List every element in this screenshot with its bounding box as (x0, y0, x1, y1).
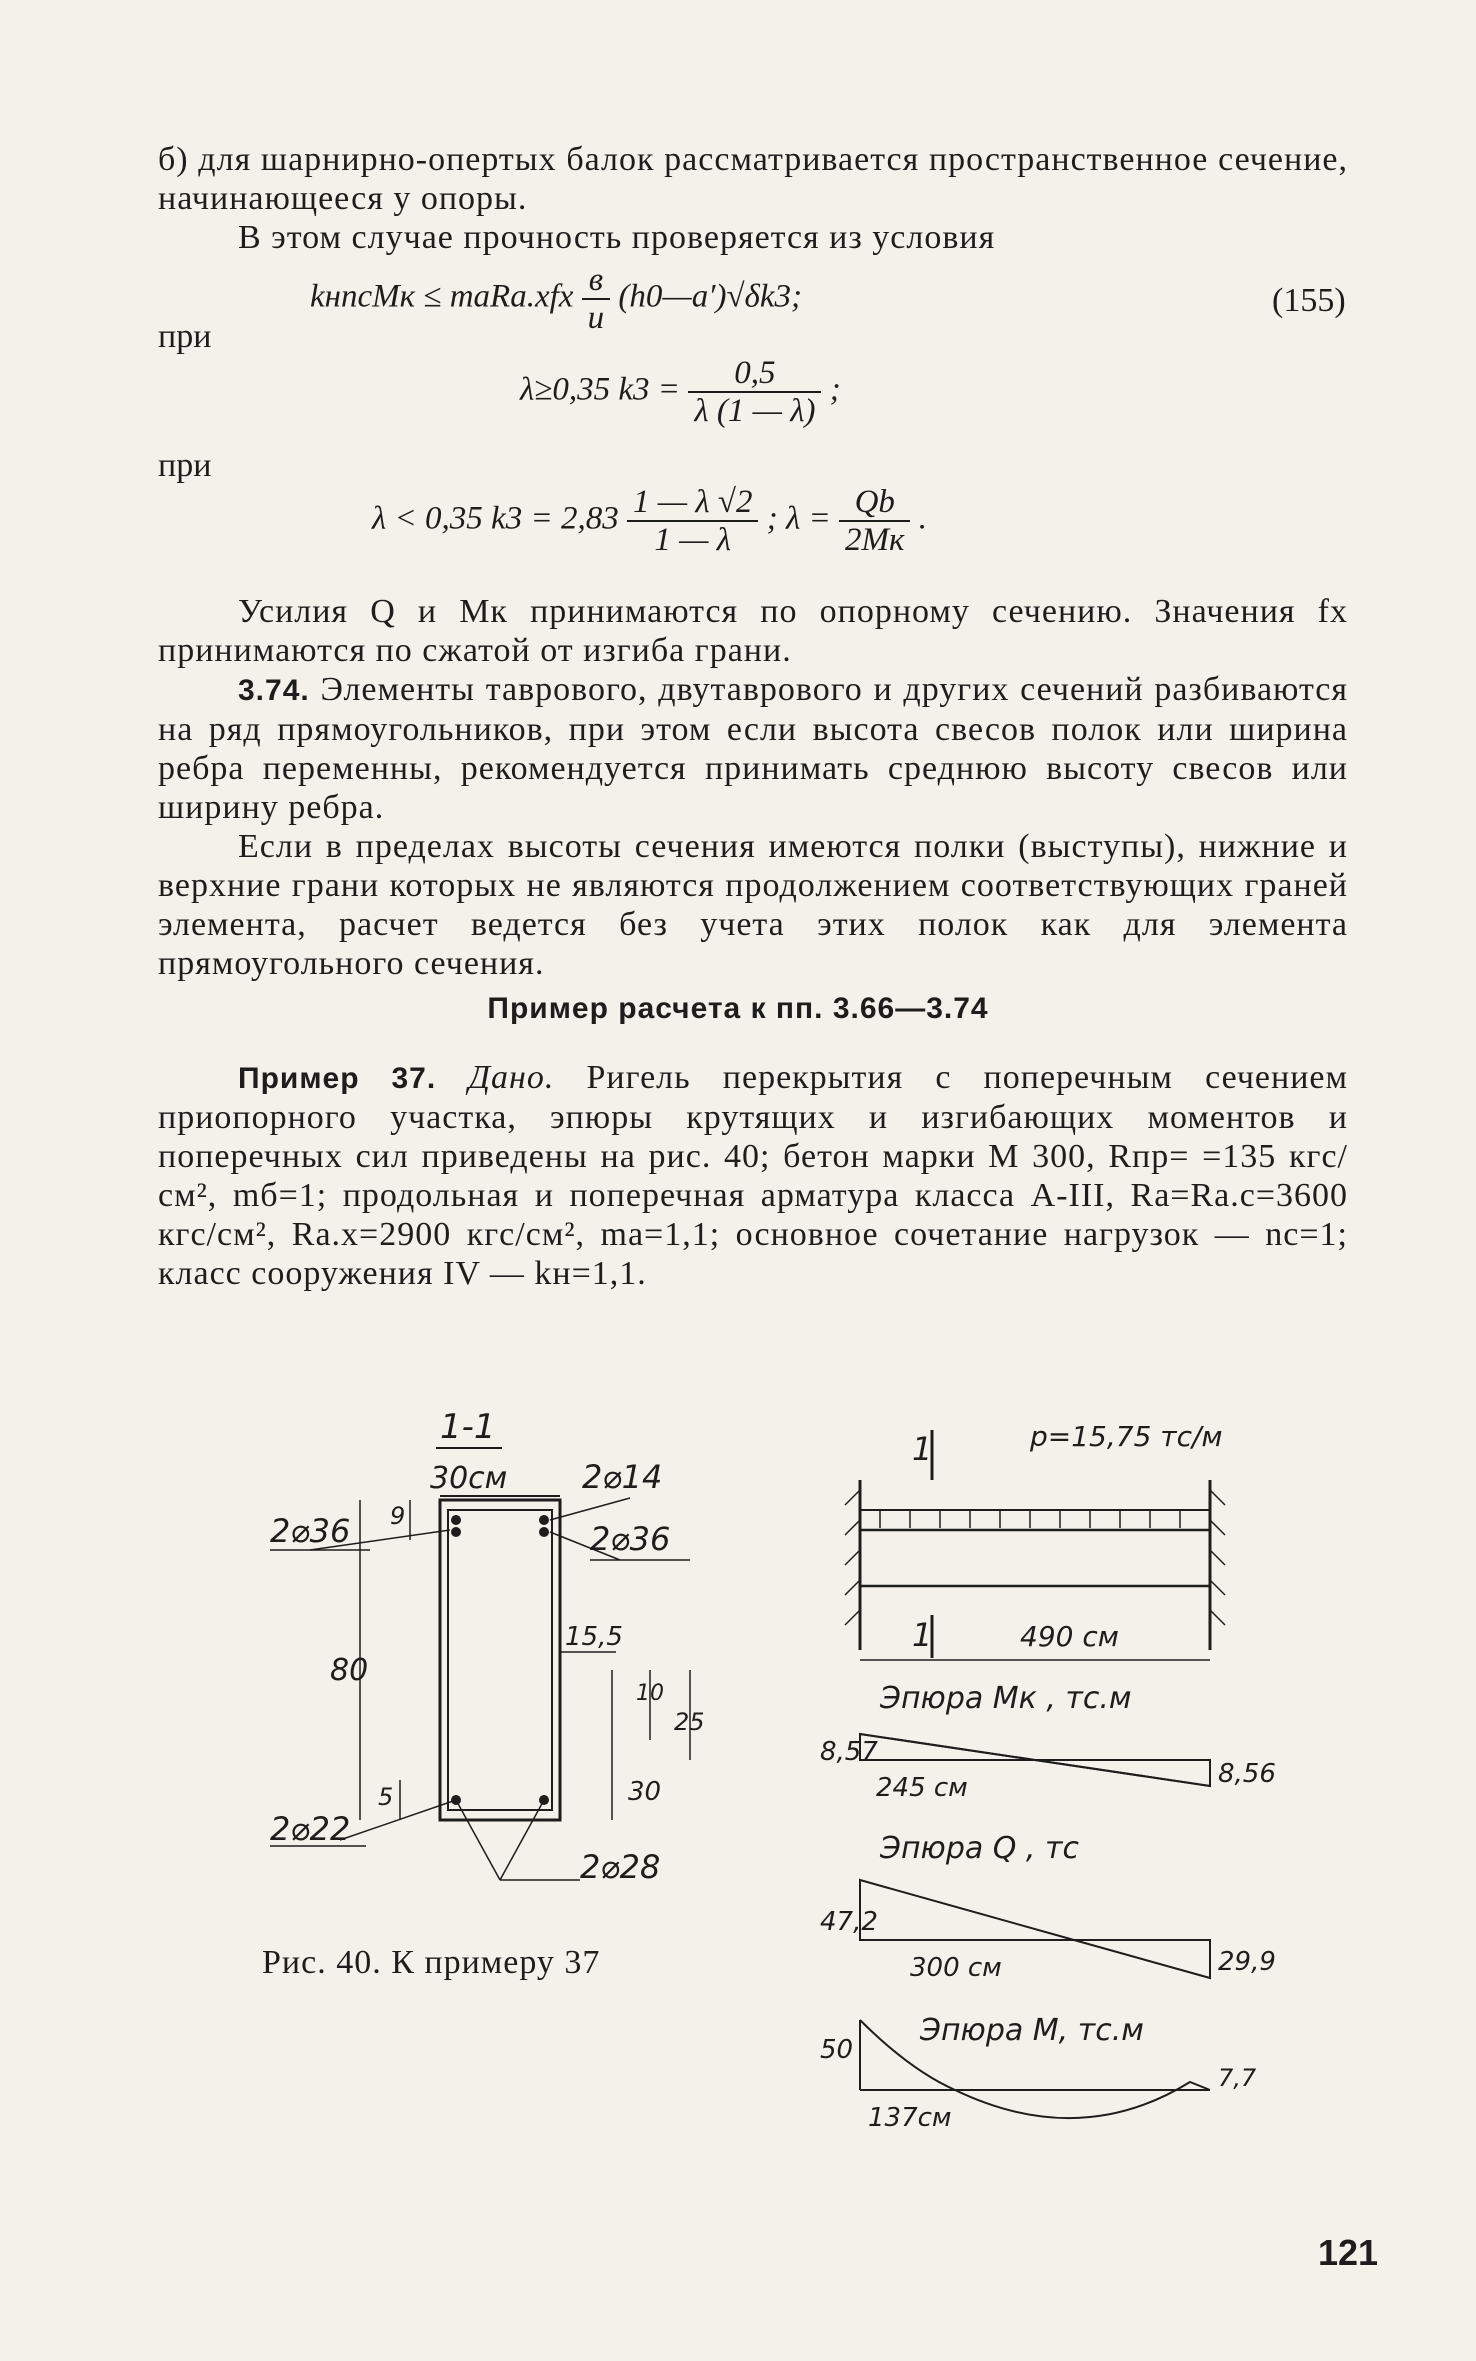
q-title: Эпюра Q , тс (880, 1831, 1079, 1866)
intro-block (158, 140, 1348, 257)
para-374-number: 3.74. (238, 674, 310, 707)
cond1-formula (520, 355, 841, 429)
bar-top-left (451, 1515, 461, 1525)
hatch-left (845, 1490, 860, 1625)
section-mark-bottom: 1 (912, 1616, 933, 1654)
cross-section-figure (250, 1400, 730, 1920)
dim-9: 9 (390, 1502, 406, 1530)
bar-top-right (539, 1515, 549, 1525)
example-given: Дано. (468, 1059, 555, 1096)
section-outline (440, 1500, 560, 1820)
para-forces: Усилия Q и Mк принимаются по опорному сечению. Значения fx принимаются по сжатой от изгиба грани. (158, 593, 1348, 669)
m-left-value: 50 (820, 2035, 854, 2065)
leader-bottom-mid (456, 1800, 500, 1880)
label-bottom-right-bars: 2⌀28 (580, 1848, 661, 1886)
leader-bottom-mid-2 (500, 1800, 544, 1880)
para-374-text: Элементы таврового, двутаврового и других сечений разбиваются на ряд прямоугольников, при этом если высота свесов полок или ширина ребра переменны, рекомендуется принимать среднюю высоту свесов или ширину ребра. (158, 671, 1349, 826)
m-title: Эпюра M, тс.м (920, 2013, 1144, 2048)
bar-top-right-2 (539, 1527, 549, 1537)
cond2-lhs: λ < 0,35 k3 = 2,83 (372, 500, 619, 537)
formula-155-frac (582, 262, 611, 336)
q-positive (860, 1880, 1074, 1940)
cond2-tail: . (918, 500, 927, 537)
mk-right-value: 8,56 (1218, 1759, 1276, 1789)
q-right-value: 29,9 (1218, 1947, 1276, 1977)
example-text: Ригель перекрытия с поперечным сечением приопорного участка, эпюры крутящих и изгибающих моментов и поперечных сил приведены на рис. 40; бетон марки М 300, Rпр= =135 кгс/см², mб=1; продольная и поперечная арматура класса А-III, Ra=Ra.c=3600 кгс/см², Ra.x=2900 кгс/см², ma=1,1; основное сочетание нагрузок — nc=1; класс сооружения IV — kн=1,1. (158, 1059, 1349, 1292)
cond2-num2: Qb (839, 484, 910, 522)
figure-caption: Рис. 40. К примеру 37 (262, 1944, 601, 1981)
label-top-bars: 2⌀14 (582, 1458, 663, 1496)
mk-zero-label: 245 см (876, 1773, 968, 1803)
cond1-lhs: λ≥0,35 k3 = (520, 371, 681, 408)
cond1-num: 0,5 (688, 355, 821, 393)
q-left-value: 47,2 (820, 1907, 878, 1937)
example-37 (158, 1058, 1348, 1293)
cond2-label: при (158, 447, 212, 484)
label-right-bars: 2⌀36 (590, 1520, 671, 1558)
intro-line: б) для шарнирно-опертых балок рассматривается пространственное сечение, начинающееся у опоры. (158, 141, 1348, 217)
dim-25: 25 (674, 1708, 705, 1736)
formula-155-rhs: (h0—a′)√δk3; (618, 278, 803, 315)
mk-negative (1035, 1760, 1210, 1786)
page-number: 121 (1318, 2232, 1379, 2273)
cond1-tail: ; (829, 371, 841, 408)
cond2-num: 1 — λ √2 (627, 484, 759, 522)
formula-155-den: u (587, 300, 605, 336)
m-zero-label: 137см (868, 2103, 952, 2133)
dim-width: 30см (430, 1461, 508, 1496)
span-label: 490 см (1020, 1620, 1119, 1653)
dim-30: 30 (628, 1777, 662, 1807)
para-shelves: Если в пределах высоты сечения имеются полки (выступы), нижние и верхние грани которых не являются продолжением соответствующих граней элемента, расчет ведется без учета этих полок как для элемента прямоугольного сечения. (158, 828, 1348, 982)
formula-155-num: в (582, 262, 611, 300)
hatch-right (1210, 1490, 1225, 1625)
mk-left-value: 8,57 (820, 1737, 878, 1767)
equation-number: (155) (1272, 282, 1346, 319)
mk-title: Эпюра Mк , тс.м (880, 1681, 1132, 1716)
bar-top-left-2 (451, 1527, 461, 1537)
leader-top (550, 1498, 630, 1520)
example-block (158, 1058, 1348, 1293)
section-mark-top: 1 (912, 1430, 933, 1468)
cond2-formula (372, 484, 927, 558)
cond2-den2: 2Mк (845, 522, 905, 558)
body-text (158, 592, 1348, 983)
beam-diagrams-figure (820, 1410, 1300, 2210)
q-negative (1074, 1940, 1210, 1978)
dim-15-5: 15,5 (565, 1622, 623, 1652)
beam (860, 1530, 1210, 1586)
cond1-den: λ (1 — λ) (694, 393, 816, 429)
cond2-mid: ; λ = (766, 500, 831, 537)
intro-condition: В этом случае прочность проверяется из условия (238, 219, 996, 256)
section-heading: Пример расчета к пп. 3.66—3.74 (487, 992, 989, 1025)
cond1-label: при (158, 318, 212, 355)
dim-5: 5 (378, 1783, 394, 1811)
mk-positive (860, 1734, 1035, 1760)
dim-80: 80 (330, 1653, 369, 1688)
cond2-frac2 (839, 484, 910, 558)
section-title: 1-1 (440, 1407, 496, 1447)
cond2-frac1 (627, 484, 759, 558)
load-arrows (880, 1510, 1180, 1528)
q-zero-label: 300 см (910, 1953, 1002, 1983)
m-right-value: 7,7 (1218, 2064, 1257, 2092)
dim-10: 10 (636, 1681, 664, 1706)
cond2-den: 1 — λ (654, 522, 732, 558)
stirrup (448, 1510, 552, 1810)
formula-155 (310, 262, 802, 336)
load-label: p=15,75 тс/м (1030, 1420, 1223, 1453)
label-left-bars: 2⌀36 (270, 1512, 351, 1550)
label-bottom-left-bars: 2⌀22 (270, 1810, 351, 1848)
cond1-frac (688, 355, 821, 429)
para-374 (158, 670, 1348, 827)
formula-155-lhs: kнncMк ≤ maRa.xfx (310, 278, 574, 315)
example-number: Пример 37. (238, 1062, 437, 1095)
